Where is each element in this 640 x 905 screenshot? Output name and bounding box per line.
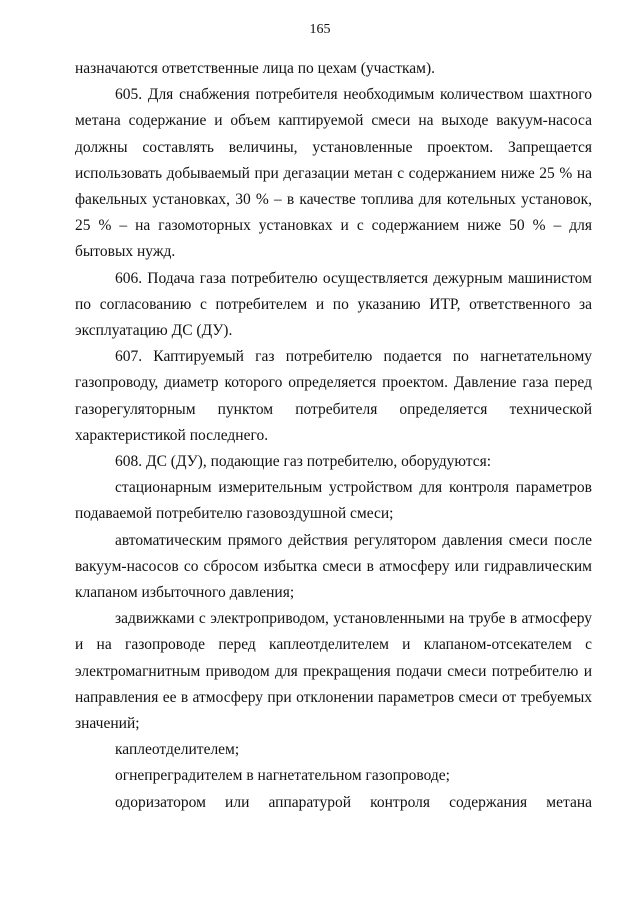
paragraph-605: 605. Для снабжения потребителя необходимым количеством шахтного метана содержание и объем каптируемой смеси на выходе вакуум-насоса должны составлять величины, установленные проектом. Запрещается использовать добываемый при дегазации метан с содержанием ниже 25 % на факельных установках, 30 % – в качестве топлива для котельных установок, 25 % – на газомоторных установках и с содержанием ниже 50 % – для бытовых нужд. — [75, 86, 592, 261]
list-item-pressure-regulator: автоматическим прямого действия регулятором давления смеси после вакуум-насосов со сбросом избытка смеси в атмосферу или гидравлическим клапаном избыточного давления; — [75, 531, 592, 602]
paragraph-606: 606. Подача газа потребителю осуществляется дежурным машинистом по согласованию с потребителем и по указанию ИТР, ответственного за эксплуатацию ДС (ДУ). — [75, 269, 592, 340]
paragraph-608: 608. ДС (ДУ), подающие газ потребителю, оборудуются: — [115, 453, 492, 471]
list-item-measuring-device: стационарным измерительным устройством для контроля параметров подаваемой потребителю газовоздушной смеси; — [75, 479, 592, 523]
list-item-flame-arrester: огнепреградителем в нагнетательном газопроводе; — [115, 767, 450, 785]
list-item-drop-separator: каплеотделителем; — [115, 741, 240, 759]
paragraph-continuation: назначаются ответственные лица по цехам (участкам). — [75, 60, 435, 77]
list-item-valves: задвижками с электроприводом, установленными на трубе в атмосферу и на газопроводе перед каплеотделителем и клапаном-отсекателем с электромагнитным приводом для прекращения подачи смеси потребителю и направления ее в атмосферу при отклонении параметров смеси от требуемых значений; — [75, 610, 592, 733]
paragraph-607: 607. Каптируемый газ потребителю подается по нагнетательному газопроводу, диаметр которого определяется проектом. Давление газа перед газорегуляторным пунктом потребителя определяется технической характеристикой последнего. — [75, 348, 592, 444]
document-body — [75, 56, 592, 816]
list-item-odorizer: одоризатором или аппаратурой контроля содержания метана — [115, 793, 592, 811]
page-number: 165 — [309, 22, 331, 37]
